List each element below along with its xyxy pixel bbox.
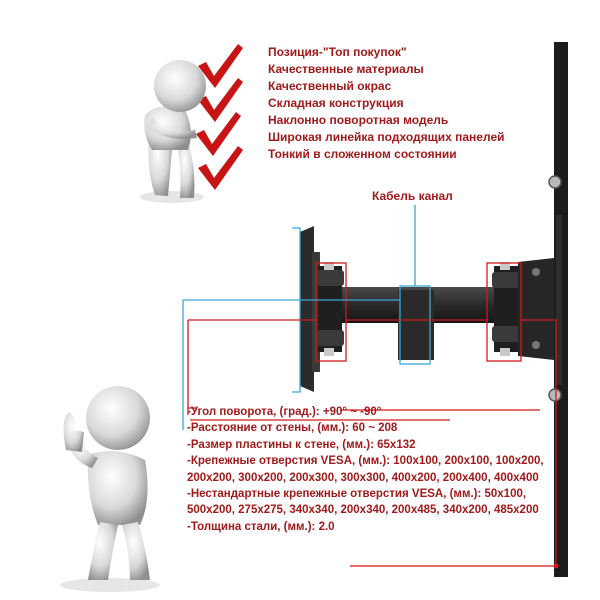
spec-item: -Нестандартные крепежные отверстия VESA, (мм.): 50x100, 500x200, 275x275, 340x340, 200x340, 200x485, 340x200, 485x200	[187, 488, 539, 517]
spec-item: -Крепежные отверстия VESA, (мм.): 100x100, 200x100, 100x200, 200x200, 300x200, 200x300, 300x300, 400x200, 200x400, 400x400	[187, 455, 544, 484]
feature-item: Качественные материалы	[268, 62, 424, 76]
spec-item: -Толщина стали, (мм.): 2.0	[187, 520, 335, 533]
tv-plate	[300, 226, 314, 392]
thinking-figure-icon	[140, 60, 206, 203]
checkmark-icon	[198, 146, 243, 190]
feature-item: Широкая линейка подходящих панелей	[268, 130, 505, 144]
thumbs-up-figure-icon	[60, 386, 160, 592]
feature-item: Складная конструкция	[268, 96, 404, 110]
spec-item: -Расстояние от стены, (мм.): 60 ~ 208	[187, 422, 398, 435]
spec-list	[187, 404, 557, 535]
checkmark-list	[196, 44, 243, 190]
spec-item: -Угол поворота, (град.): +90° ~ -90°	[187, 406, 382, 418]
feature-list	[268, 44, 518, 163]
spec-item: -Размер пластины к стене, (мм.): 65x132	[187, 438, 416, 451]
feature-item: Наклонно поворотная модель	[268, 113, 449, 127]
feature-item: Позиция-"Топ покупок"	[268, 45, 407, 59]
cable-channel-label: Кабель канал	[372, 189, 453, 203]
checkmark-icon	[196, 112, 241, 156]
feature-item: Качественный окрас	[268, 79, 392, 93]
feature-item: Тонкий в сложенном состоянии	[268, 147, 457, 161]
